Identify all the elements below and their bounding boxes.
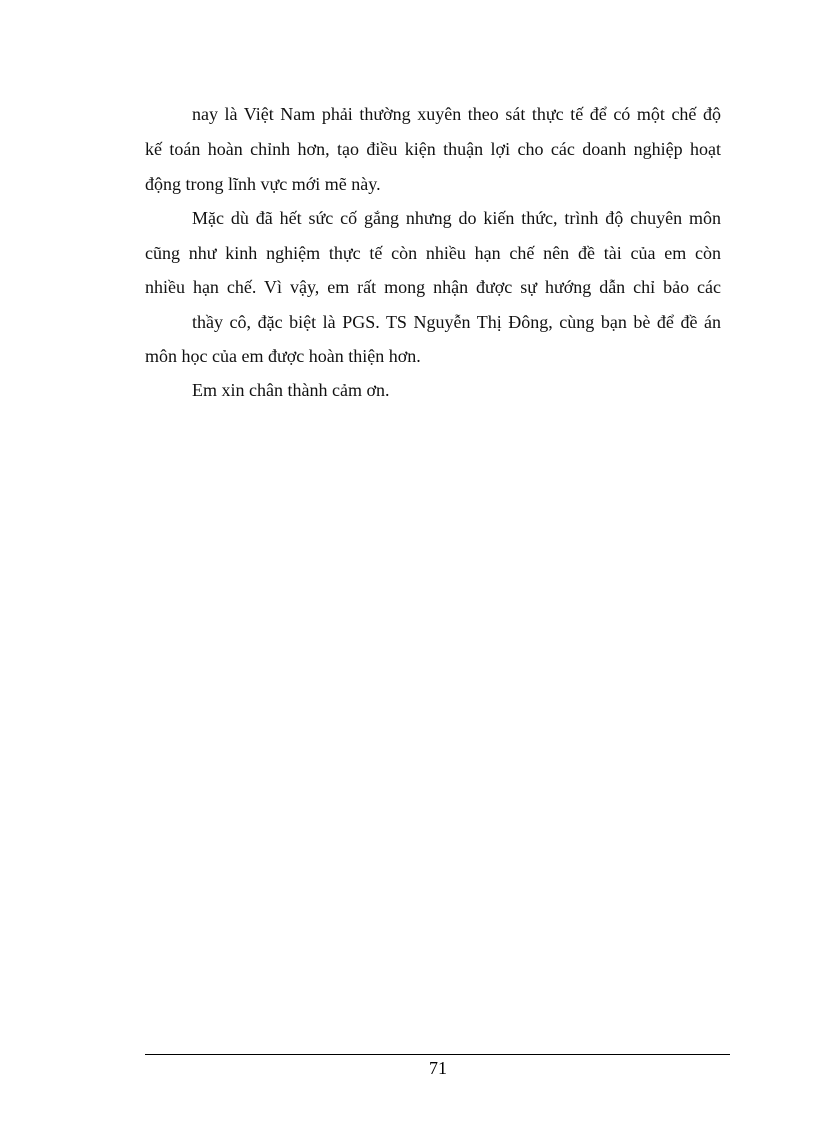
body-text-line-5: cũng như kinh nghiệm thực tế còn nhiều hạn chế nên đề tài của em còn [145,243,721,263]
body-text-line-6: nhiều hạn chế. Vì vậy, em rất mong nhận được sự hướng dẫn chỉ bảo các [145,277,721,297]
body-text-line-1: nay là Việt Nam phải thường xuyên theo sát thực tế để có một chế độ [192,104,721,124]
body-text-line-3: động trong lĩnh vực mới mẽ này. [145,174,381,194]
body-text-line-7: thầy cô, đặc biệt là PGS. TS Nguyễn Thị Đông, cùng bạn bè để đề án [192,312,721,332]
closing-line: Em xin chân thành cảm ơn. [192,380,390,400]
footer-divider [145,1054,730,1055]
body-text-line-4: Mặc dù đã hết sức cố gắng nhưng do kiến thức, trình độ chuyên môn [192,208,721,228]
body-text-line-2: kế toán hoàn chỉnh hơn, tạo điều kiện thuận lợi cho các doanh nghiệp hoạt [145,139,721,159]
page-number: 71 [429,1058,447,1078]
body-text-line-8: môn học của em được hoàn thiện hơn. [145,346,421,366]
